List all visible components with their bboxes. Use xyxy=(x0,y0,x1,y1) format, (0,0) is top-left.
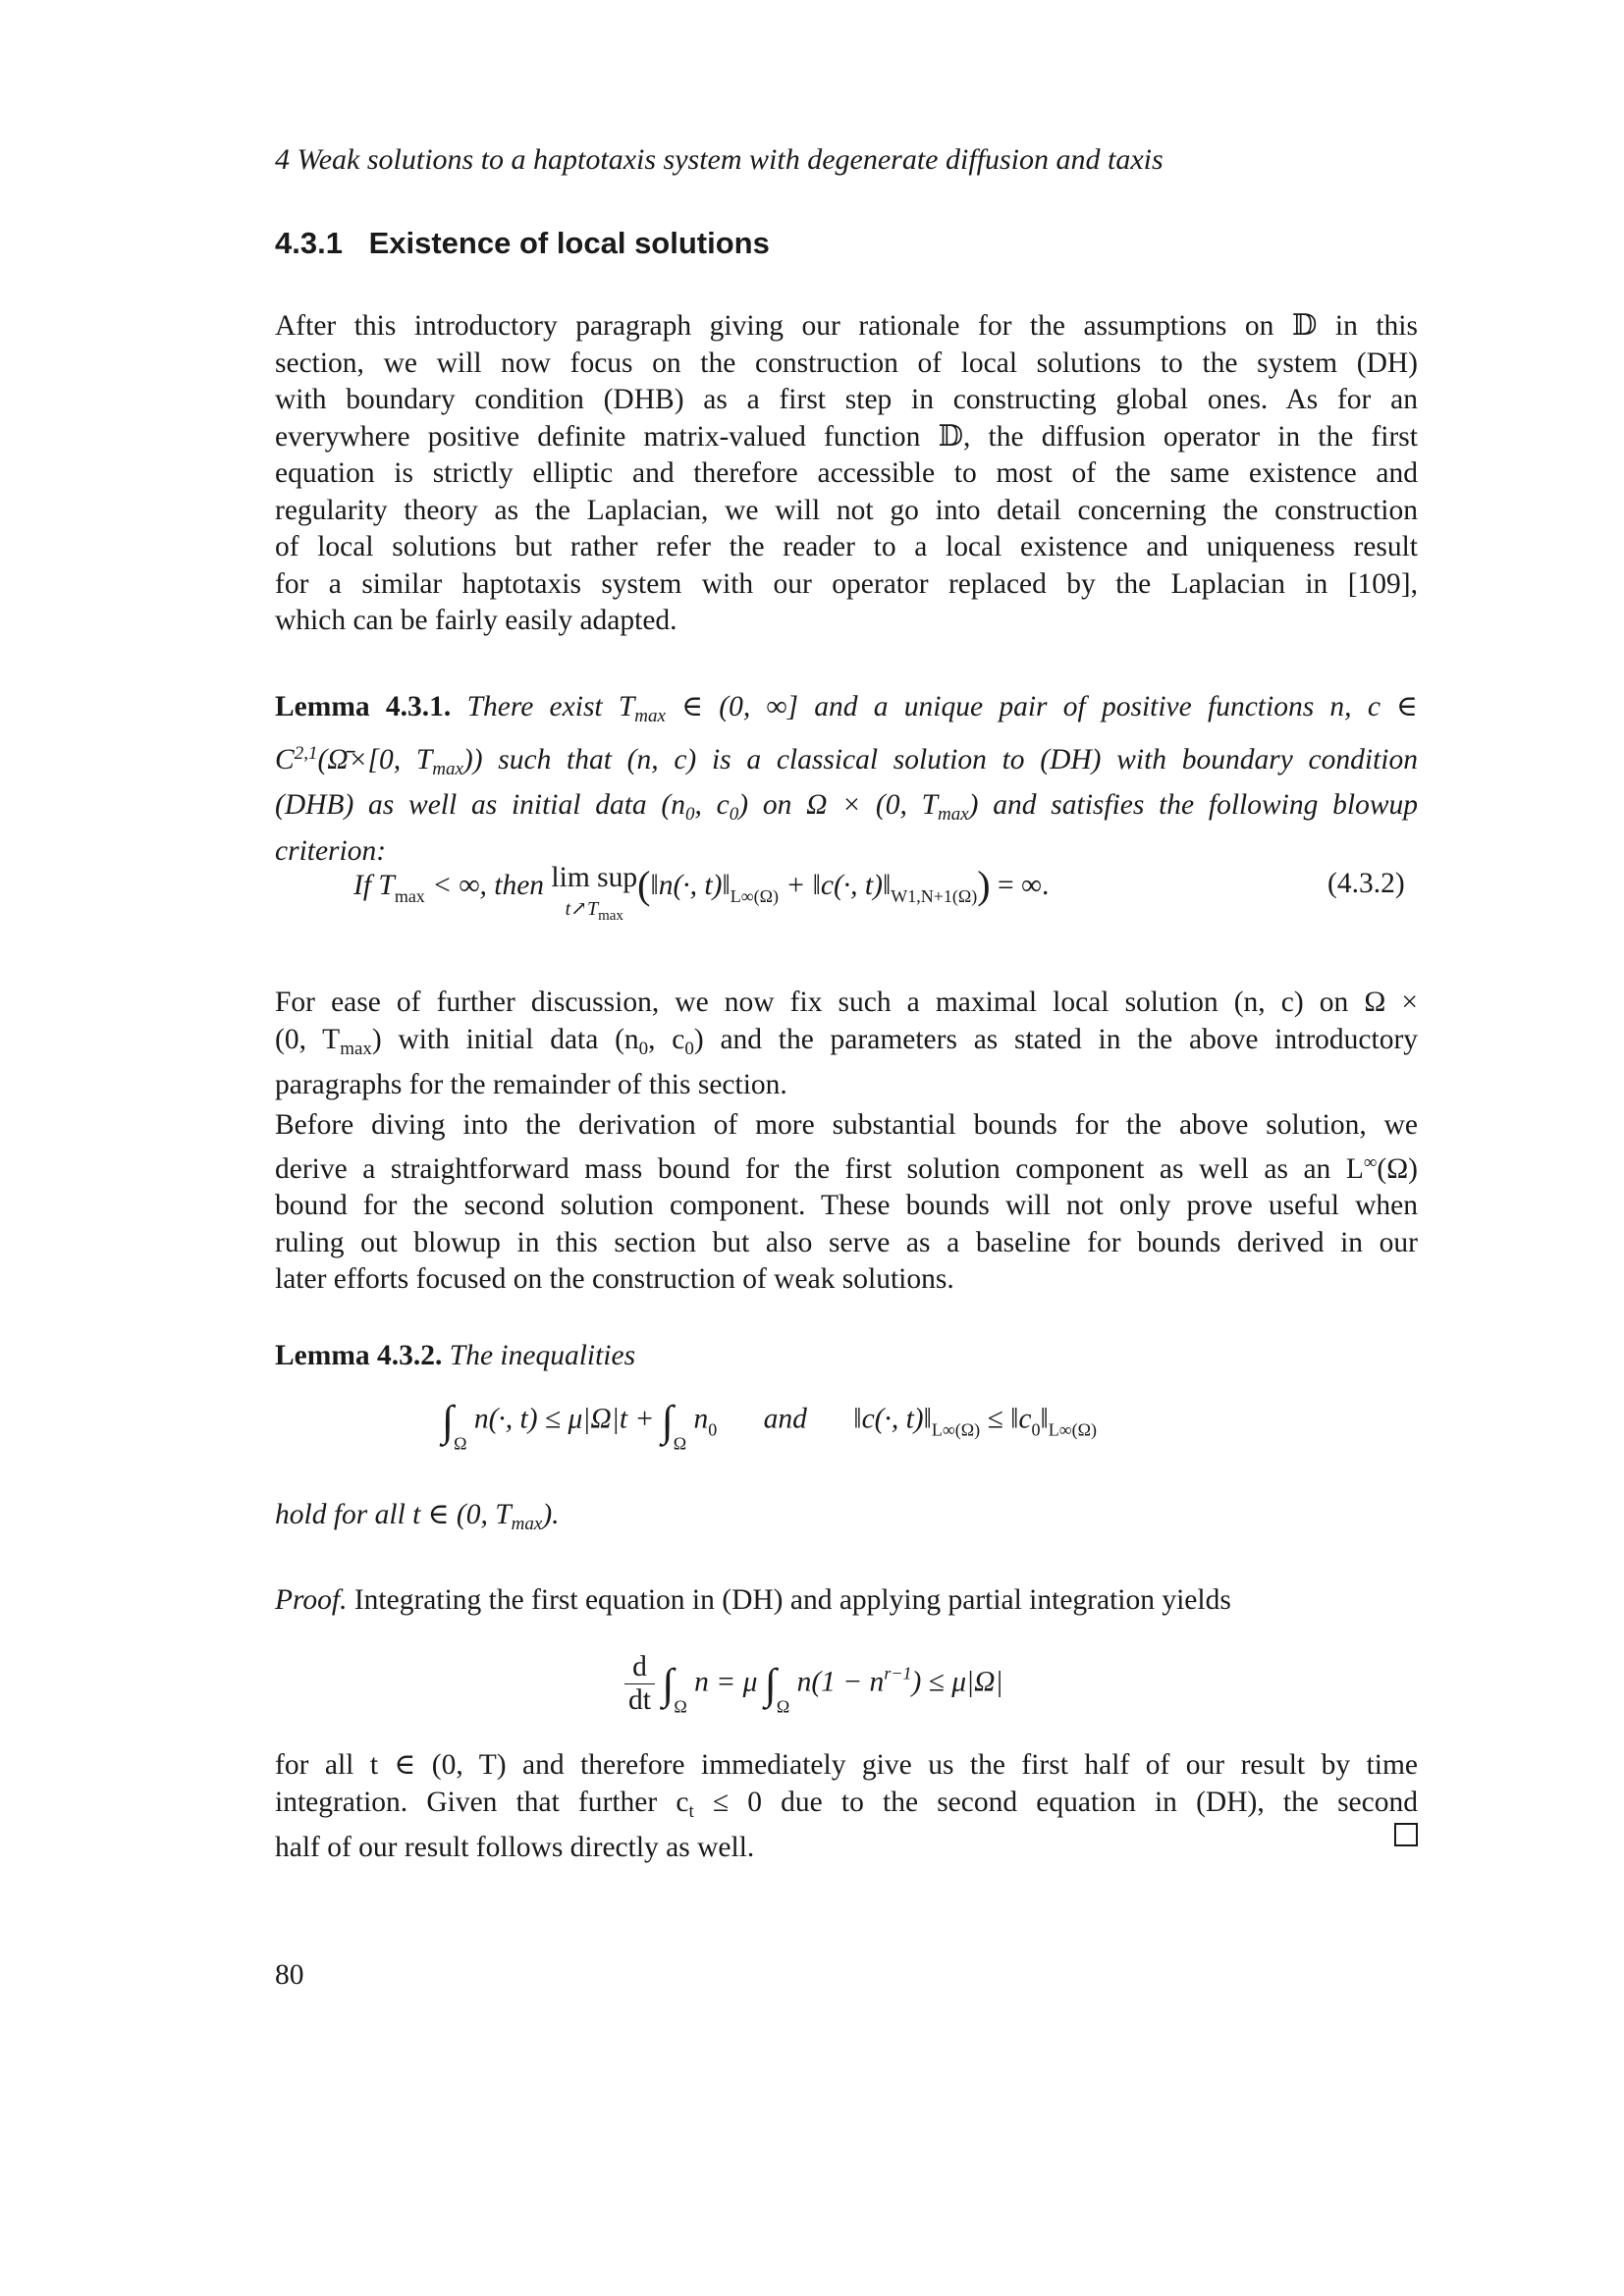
proof-text: Integrating the first equation in (DH) and applying partial integration yields xyxy=(347,1584,1231,1616)
text-line: regularity theory as the Laplacian, we will not go into detail concerning the construction xyxy=(275,494,1418,526)
text-line: (0, $T_{max}$) with initial data ($n_0$, $c_0$) and the parameters as stated in the above introductory xyxy=(275,1023,1419,1059)
text-line: everywhere positive definite matrix-valued function 𝔻, the diffusion operator in the first xyxy=(275,420,1418,453)
deriv-part-a: n = μ xyxy=(686,1666,765,1698)
text-line: of local solutions but rather refer the reader to a local existence and uniqueness result xyxy=(275,531,1418,562)
integral-sign: ∫ xyxy=(661,1397,674,1445)
ineq-part-c-sub: L∞(Ω) xyxy=(931,1419,981,1440)
text-line: After this introductory paragraph giving our rationale for the assumptions on 𝔻 in this xyxy=(275,310,1418,342)
lemma-1-label: Lemma 4.3.1. xyxy=(275,691,452,722)
ineq-part-d-end: ‖ xyxy=(1040,1403,1049,1435)
ineq-part-d: ≤ ‖c xyxy=(980,1403,1032,1435)
eq-condition: < ∞, then xyxy=(424,870,552,901)
integral-domain: Ω xyxy=(673,1433,687,1454)
limsup-label: lim sup xyxy=(551,862,638,893)
frac-numerator: d xyxy=(624,1651,655,1684)
lemma-1-line: (DHB) as well as initial data ($n_0$, $c_0$) on Ω × (0, $T_{max}$) and satisfies the following blowup xyxy=(275,789,1419,825)
deriv-part-c: ) ≤ μ|Ω| xyxy=(911,1666,1003,1698)
proof-intro xyxy=(275,1584,1418,1617)
text-line: which can be fairly easily adapted. xyxy=(275,605,677,636)
text-line: integration. Given that further $c_t \le 0$ due to the second equation in (DH), the second xyxy=(275,1786,1418,1822)
qed-box-icon xyxy=(1394,1823,1418,1846)
proof-label: Proof. xyxy=(275,1584,348,1616)
text-line: with boundary condition (DHB) as a first step in constructing global ones. As for an xyxy=(275,384,1418,415)
ineq-part-b-sub: 0 xyxy=(708,1419,718,1440)
page-number: 80 xyxy=(275,1959,304,1991)
equation-inequalities xyxy=(442,1396,1097,1454)
eq-norm-n: ‖n(·, t)‖ xyxy=(650,870,731,901)
integral-sign: ∫ xyxy=(662,1660,675,1708)
paragraph-mass-bound xyxy=(275,1107,1418,1299)
deriv-part-b: n(1 − n xyxy=(789,1666,885,1698)
integral-domain: Ω xyxy=(454,1433,467,1454)
ineq-part-c: ‖c(·, t)‖ xyxy=(853,1403,932,1435)
lemma-4-3-1 xyxy=(275,689,1418,870)
text-line: For ease of further discussion, we now fix such a maximal local solution (n, c) on Ω × xyxy=(275,987,1418,1018)
lemma-2-condition: hold for all t ∈ (0, $T_{max}$). xyxy=(275,1499,560,1534)
ineq-part-a: n(·, t) ≤ μ|Ω|t + xyxy=(466,1403,662,1435)
equation-derivative xyxy=(624,1651,1003,1717)
text-line: paragraphs for the remainder of this section. xyxy=(275,1069,787,1100)
equation-number: (4.3.2) xyxy=(1327,868,1405,899)
lemma-2-label: Lemma 4.3.2. xyxy=(275,1340,443,1371)
limsup-below: t↗T xyxy=(565,898,599,920)
eq-norm-c-sub: W1,N+1(Ω) xyxy=(891,886,978,906)
paragraph-proof-end xyxy=(275,1747,1418,1867)
eq-result: = ∞. xyxy=(990,870,1050,901)
paragraph-fix-solution xyxy=(275,985,1418,1104)
eq-prefix-sub: max xyxy=(394,886,425,906)
deriv-exponent: r−1 xyxy=(884,1663,912,1683)
section-number: 4.3.1 xyxy=(275,226,343,260)
ineq-and: and xyxy=(763,1403,807,1435)
integral-sign: ∫ xyxy=(764,1660,777,1708)
integral-domain: Ω xyxy=(674,1696,687,1717)
lemma-1-line: Lemma 4.3.1. There exist $T_{max}$ ∈ (0, ∞] and a unique pair of positive functions n, c ∈ xyxy=(275,691,1419,726)
text-line: Before diving into the derivation of more substantial bounds for the above solution, we xyxy=(275,1109,1418,1141)
text-line: later efforts focused on the construction of weak solutions. xyxy=(275,1263,954,1295)
lemma-1-line: criterion: xyxy=(275,834,387,867)
equation-blowup-criterion xyxy=(353,862,1049,925)
text-line: section, we will now focus on the construction of local solutions to the system (DH) xyxy=(275,347,1418,379)
section-title: Existence of local solutions xyxy=(368,226,770,260)
paragraph-intro xyxy=(275,308,1418,640)
limsup-operator xyxy=(551,862,637,925)
limsup-below-sub: max xyxy=(598,908,623,924)
right-paren: ) xyxy=(977,863,991,907)
integral-domain: Ω xyxy=(776,1696,790,1717)
lemma-1-line: C$^{2,1}$(Ω̄×[0, $T_{max}$)) such that (n, c) is a classical solution to (DH) with boundary condition xyxy=(275,742,1418,779)
text-line: for a similar haptotaxis system with our operator replaced by the Laplacian in [109], xyxy=(275,567,1418,600)
left-paren: ( xyxy=(637,863,651,907)
eq-norm-c: + ‖c(·, t)‖ xyxy=(778,870,892,901)
section-heading xyxy=(275,226,1418,261)
running-header: 4 Weak solutions to a haptotaxis system with degenerate diffusion and taxis xyxy=(275,143,1164,176)
eq-prefix: If T xyxy=(353,870,395,901)
text-line: ruling out blowup in this section but also serve as a baseline for bounds derived in our xyxy=(275,1226,1418,1258)
text-line: derive a straightforward mass bound for the first solution component as well as an L∞(Ω) xyxy=(275,1151,1418,1185)
text-line: for all t ∈ (0, T) and therefore immediately give us the first half of our result by time xyxy=(275,1749,1418,1781)
ineq-part-d-sub0: 0 xyxy=(1031,1419,1041,1440)
text-line: half of our result follows directly as well. xyxy=(275,1832,755,1863)
fraction-d-dt xyxy=(624,1651,655,1717)
text-line: bound for the second solution component. These bounds will not only prove useful when xyxy=(275,1190,1418,1221)
lemma-4-3-2 xyxy=(275,1338,1418,1375)
ineq-part-d-sub: L∞(Ω) xyxy=(1048,1419,1097,1440)
text-line: equation is strictly elliptic and therefore accessible to most of the same existence and xyxy=(275,457,1418,489)
integral-sign: ∫ xyxy=(442,1397,455,1445)
frac-denominator: dt xyxy=(628,1684,651,1716)
ineq-part-b: n xyxy=(686,1403,709,1435)
lemma-2-text: The inequalities xyxy=(442,1340,636,1371)
eq-norm-n-sub: L∞(Ω) xyxy=(730,886,779,906)
